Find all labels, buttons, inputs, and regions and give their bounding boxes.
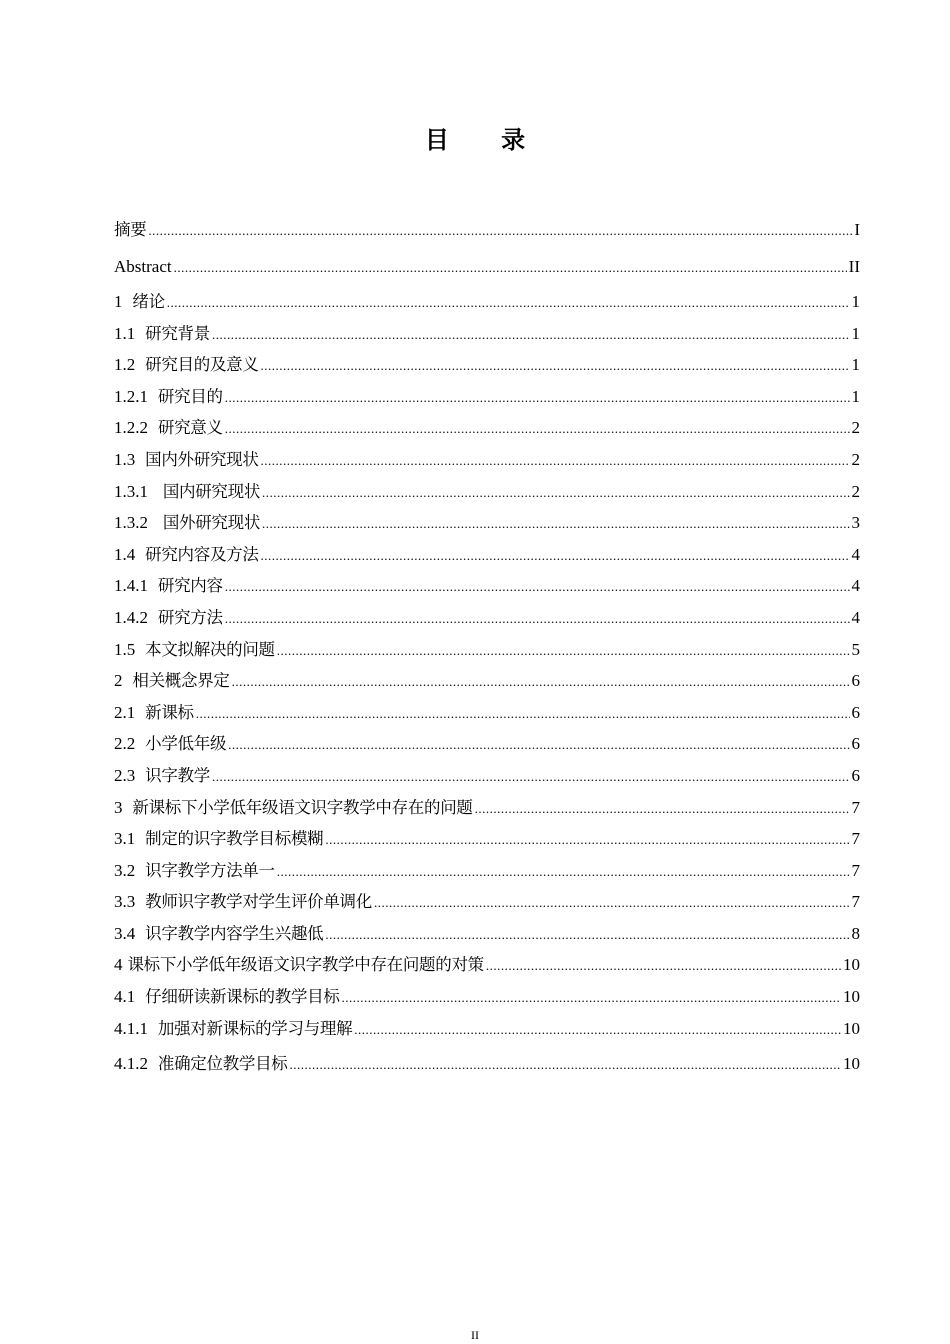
toc-entry-label: 国外研究现状: [157, 513, 261, 533]
toc-entry-label: 研究意义: [157, 418, 223, 438]
toc-leader-dots: [261, 540, 850, 572]
toc-leader-dots: [486, 950, 841, 982]
toc-leader-dots: [167, 287, 850, 319]
toc-entry-page: 7: [851, 860, 860, 880]
toc-leader-dots: [277, 856, 850, 888]
toc-entry-label: 识字教学: [145, 765, 210, 785]
toc-leader-dots: [225, 603, 850, 635]
toc-entry-number: 1.3: [114, 449, 136, 469]
toc-entry[interactable]: [114, 728, 860, 760]
toc-entry[interactable]: [114, 248, 860, 286]
toc-entry-number: 1.5: [114, 639, 136, 659]
toc-entry-page: 10: [843, 1054, 860, 1074]
toc-leader-dots: [228, 729, 849, 761]
toc-entry[interactable]: [114, 1044, 860, 1078]
toc-entry-label: 研究背景: [145, 323, 210, 343]
toc-entry-label: 相关概念界定: [132, 671, 230, 691]
toc-entry[interactable]: [114, 507, 860, 539]
toc-leader-dots: [196, 698, 850, 730]
toc-entry-label: 研究内容及方法: [145, 544, 259, 564]
toc-entry-page: 6: [851, 702, 860, 722]
toc-entry-number: 4.1: [114, 987, 136, 1007]
toc-entry-number: 1.4: [114, 544, 136, 564]
toc-entry-label: 国内研究现状: [157, 481, 261, 501]
toc-entry-number: 2.2: [114, 734, 136, 754]
page-title: 目 录: [424, 126, 548, 154]
toc-entry-page: 1: [851, 386, 860, 406]
toc-entry-number: 3.3: [114, 892, 136, 912]
toc-entry[interactable]: [114, 476, 860, 508]
toc-entry[interactable]: [114, 981, 860, 1013]
toc-entry[interactable]: [114, 318, 860, 350]
toc-entry[interactable]: [114, 444, 860, 476]
toc-leader-dots: [261, 445, 850, 477]
toc-entry[interactable]: [114, 412, 860, 444]
toc-entry-page: 2: [851, 449, 860, 469]
toc-entry[interactable]: [114, 381, 860, 413]
toc-entry-label: Abstract: [114, 257, 172, 276]
toc-entry-page: 2: [851, 418, 860, 438]
toc-leader-dots: [290, 1045, 842, 1085]
toc-entry-label: 研究目的及意义: [145, 355, 259, 375]
toc-entry[interactable]: [114, 634, 860, 666]
toc-entry-number: 3.4: [114, 923, 136, 943]
toc-entry-page: 10: [843, 955, 860, 975]
toc-leader-dots: [212, 761, 850, 793]
toc-entry[interactable]: [114, 570, 860, 602]
toc-leader-dots: [325, 919, 849, 951]
toc-entry-label: 仔细研读新课标的教学目标: [145, 987, 340, 1007]
toc-entry-label: 小学低年级: [145, 734, 227, 754]
toc-entry-number: 4: [114, 955, 123, 975]
toc-entry[interactable]: [114, 539, 860, 571]
toc-entry[interactable]: [114, 349, 860, 381]
toc-entry[interactable]: [114, 602, 860, 634]
toc-entry-page: II: [848, 257, 860, 276]
toc-entry-label: 新课标: [145, 702, 194, 722]
toc-entry-label: 摘要: [114, 220, 147, 239]
toc-entry-number: 3.2: [114, 860, 136, 880]
toc-leader-dots: [374, 887, 850, 919]
toc-entry[interactable]: [114, 949, 860, 981]
toc-entry-page: 8: [851, 923, 860, 943]
toc-entry[interactable]: [114, 665, 860, 697]
toc-entry-page: 6: [851, 765, 860, 785]
toc-leader-dots: [354, 1014, 841, 1046]
toc-entry[interactable]: [114, 212, 860, 248]
toc-entry-label: 加强对新课标的学习与理解: [157, 1018, 353, 1038]
toc-entry-number: 1.4.1: [114, 576, 148, 596]
toc-entry-label: 本文拟解决的问题: [145, 639, 275, 659]
toc-entry[interactable]: [114, 918, 860, 950]
toc-leader-dots: [475, 793, 850, 825]
toc-entry-page: 4: [851, 544, 860, 564]
page-number-footer: II: [471, 1328, 479, 1342]
toc-leader-dots: [342, 982, 841, 1014]
toc-entry-page: 7: [851, 829, 860, 849]
toc-entry-page: 7: [851, 892, 860, 912]
toc-entry-number: 2.1: [114, 702, 136, 722]
toc-entry-number: 1.3.1: [114, 481, 148, 501]
toc-leader-dots: [225, 571, 850, 603]
toc-entry-page: 1: [851, 292, 860, 311]
toc-entry-page: 6: [851, 734, 860, 754]
toc-leader-dots: [225, 382, 850, 414]
toc-entry-page: 6: [851, 671, 860, 691]
toc-entry-label: 识字教学内容学生兴趣低: [145, 923, 324, 943]
toc-entry-label: 国内外研究现状: [145, 449, 259, 469]
toc-leader-dots: [148, 213, 852, 249]
toc-entry-number: 1.2.1: [114, 386, 148, 406]
toc-entry-page: 10: [843, 987, 860, 1007]
toc-entry-page: 1: [851, 355, 860, 375]
toc-entry[interactable]: [114, 886, 860, 918]
toc-entry-label: 课标下小学低年级语文识字教学中存在问题的对策: [127, 955, 484, 975]
toc-entry-page: 5: [851, 639, 860, 659]
toc-entry[interactable]: [114, 823, 860, 855]
toc-entry-page: 4: [851, 607, 860, 627]
toc-entry[interactable]: [114, 1013, 860, 1045]
toc-entry-label: 研究目的: [157, 386, 223, 406]
toc-entry-label: 准确定位教学目标: [157, 1054, 288, 1074]
toc-leader-dots: [261, 350, 850, 382]
toc-leader-dots: [225, 413, 850, 445]
toc-entry-number: 1.2.2: [114, 418, 148, 438]
toc-leader-dots: [277, 635, 850, 667]
toc-entry-number: 1.4.2: [114, 607, 148, 627]
toc-entry-label: 识字教学方法单一: [145, 860, 275, 880]
toc-leader-dots: [174, 249, 847, 287]
toc-entry-number: 3.1: [114, 829, 136, 849]
toc-entry-label: 制定的识字教学目标模糊: [145, 829, 324, 849]
toc-leader-dots: [212, 319, 850, 351]
toc-entry-page: 10: [843, 1018, 860, 1038]
toc-entry[interactable]: [114, 286, 860, 318]
toc-entry-number: 1: [114, 292, 123, 311]
toc-entry-number: 2: [114, 671, 123, 691]
toc-entry-label: 教师识字教学对学生评价单调化: [145, 892, 372, 912]
toc-leader-dots: [232, 666, 850, 698]
toc-entry[interactable]: [114, 855, 860, 887]
table-of-contents: [114, 212, 860, 1078]
toc-entry-page: 4: [851, 576, 860, 596]
toc-entry-number: 3: [114, 797, 123, 817]
toc-entry-number: 1.1: [114, 323, 136, 343]
toc-entry[interactable]: [114, 792, 860, 824]
toc-entry[interactable]: [114, 760, 860, 792]
toc-entry[interactable]: [114, 697, 860, 729]
toc-leader-dots: [325, 824, 849, 856]
toc-entry-label: 新课标下小学低年级语文识字教学中存在的问题: [132, 797, 473, 817]
toc-entry-page: 7: [851, 797, 860, 817]
toc-entry-label: 绪论: [132, 292, 165, 311]
toc-leader-dots: [262, 477, 849, 509]
toc-entry-label: 研究内容: [157, 576, 223, 596]
toc-entry-page: 2: [851, 481, 860, 501]
toc-entry-page: I: [854, 220, 860, 239]
toc-entry-number: 4.1.2: [114, 1054, 148, 1074]
toc-entry-number: 4.1.1: [114, 1018, 148, 1038]
toc-entry-page: 3: [851, 513, 860, 533]
toc-leader-dots: [262, 508, 849, 540]
toc-entry-number: 1.2: [114, 355, 136, 375]
toc-entry-number: 1.3.2: [114, 513, 148, 533]
toc-entry-number: 2.3: [114, 765, 136, 785]
toc-entry-label: 研究方法: [157, 607, 223, 627]
toc-entry-page: 1: [851, 323, 860, 343]
